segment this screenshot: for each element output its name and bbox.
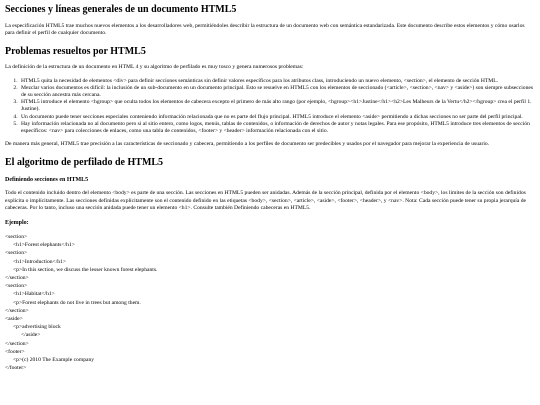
page-title: Secciones y líneas generales de un documento HTML5: [5, 4, 237, 15]
code-line: <h1>Forest elephants</h1>: [13, 242, 75, 249]
problems-list: [5, 78, 535, 136]
code-line: </section>: [5, 275, 29, 282]
list-item: 1. HTML5 quita la necesidad de elementos <div> para definir secciones semánticas sin definir valores específicos para los atributos class, introduciendo un nuevo elemento, <section>, el elemento de sección HTML.: [19, 78, 535, 85]
intro-paragraph: La especificación HTML5 trae muchos nuevos elementos a los desarrolladores web, permitiéndoles describir la estructura de un documento web con semántica estandarizada. Este documento describe estos elementos y cómo usarlos para definir el perfil de cualquier documento.: [5, 23, 525, 37]
code-line: <section>: [5, 250, 28, 257]
code-line: </footer>: [5, 365, 27, 372]
code-line: <p>Forest elephants do not live in trees but among them.: [13, 299, 141, 306]
code-line: </section>: [5, 340, 29, 347]
code-line: <p>(c) 2010 The Example company: [13, 357, 95, 364]
code-line: <p>In this section, we discuss the lesser known forest elephants.: [13, 266, 158, 273]
list-item: 3. HTML5 introduce el elemento <hgroup> que oculta todos los elementos de cabecera excepto el primero de más alto rango (por ejemplo, <hgroup><h1>Justine</h1><h2>Les Malheurs de la Vertu</h2></hgroup> crea el perfil 1. Justine).: [19, 99, 535, 113]
code-line: <section>: [5, 283, 28, 290]
code-line: </section>: [5, 307, 29, 314]
sections-paragraph: Todo el contenido incluido dentro del elemento <body> es parte de una sección. Las secciones en HTML5 pueden ser anidadas. Además de la sección principal, definida por el elemento <body>, los límites de la sección son definidos explícita o implícitamente. Las secciones definidas explícitamente son el contenido definido en las etiquetas <body>, <section>, <article>, <aside>, <footer>, <header>, y <nav>. Nota: Cada sección puede tener su propia jerarquía de cabeceras. Por lo tanto, incluso una sección anidada puede tener un elemento <h1>. Consulte también Definiendo cabeceras en HTML5.: [5, 190, 527, 211]
code-line: <h1>Introduction</h1>: [13, 258, 67, 265]
list-item: 4. Un documento puede tener secciones especiales conteniendo información relacionada que no es parte del flujo principal. HTML5 introduce el elemento <aside> permitiendo a dichas secciones no ser parte del perfil principal.: [19, 114, 535, 121]
defining-sections-subheading: Definiendo secciones en HTML5: [5, 177, 89, 184]
code-line: </aside>: [21, 332, 41, 339]
code-line: <footer>: [5, 348, 25, 355]
example-label: Ejemplo:: [5, 220, 29, 227]
code-line: <p>advertising block: [13, 324, 61, 331]
code-example: [5, 233, 535, 372]
code-line: <h1>Habitat</h1>: [13, 291, 55, 298]
code-line: <section>: [5, 234, 28, 241]
problems-lead: La definición de la estructura de un documento en HTML 4 y su algoritmo de perfilado es muy tosco y genera numerosos problemas:: [5, 64, 304, 71]
code-line: <aside>: [5, 316, 23, 323]
problems-heading: Problemas resueltos por HTML5: [5, 46, 146, 58]
list-item: 2. Mezclar varios documentos es difícil: la inclusión de un sub-documento en un documento principal. Esto se resuelve en HTML5 con los elementos de seccionado (<article>, <section>, <nav> y <aside>) son siempre subsecciones de su sección ancestra más cercana.: [19, 85, 535, 99]
problems-summary: De manera más general, HTML5 trae precisión a las características de seccionado y cabecera, permitiendo a los perfiles de documento ser predecibles y usados por el navegador para mejorar la experiencia de usuario.: [5, 141, 490, 148]
algorithm-heading: El algoritmo de perfilado de HTML5: [5, 157, 164, 169]
list-item: 5. Hay información relacionada no al documento pero si al sitio entero, como logos, menús, tablas de contenidos, o información de derechos de autor y notas legales. Para ese propósito, HTML5 introduce tres elementos de sección específicos: <nav> para colecciones de enlaces, como una tabla de contenidos, <footer> y <header> información relacionada con el sitio.: [19, 121, 535, 135]
